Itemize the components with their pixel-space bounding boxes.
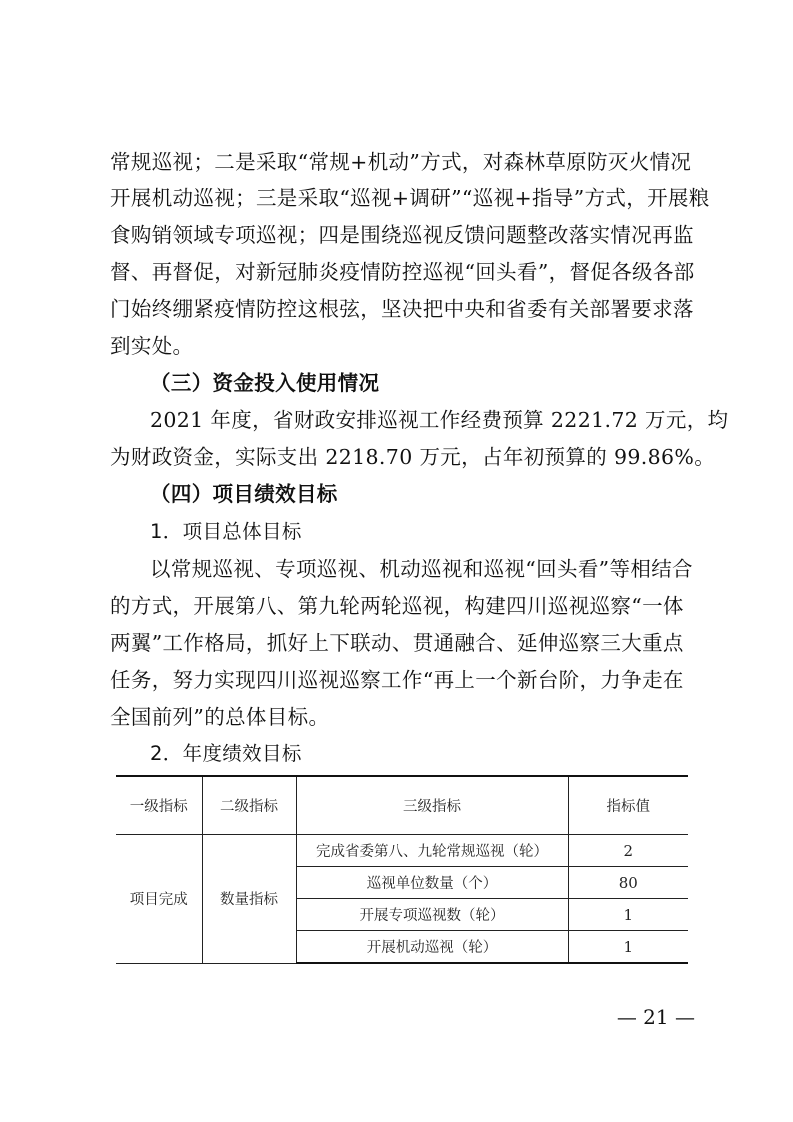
table-header-row [116,776,688,835]
paragraph-line: 全国前列”的总体目标。 [110,705,330,729]
header-level1: 一级指标 [116,776,202,835]
paragraph-line: 为财政资金，实际支出 2218.70 万元，占年初预算的 99.86%。 [110,445,716,469]
paragraph-line: 督、再督促，对新冠肺炎疫情防控巡视“回头看”，督促各级各部 [110,260,695,284]
indicator-cell: 开展专项巡视数（轮） [296,899,568,931]
header-level2: 二级指标 [202,776,296,835]
paragraph-line: 任务，努力实现四川巡视巡察工作“再上一个新台阶，力争走在 [110,668,684,692]
paragraph-line: 门始终绷紧疫情防控这根弦，坚决把中央和省委有关部署要求落 [110,297,694,321]
value-cell: 1 [568,931,688,964]
subheading-annual-goal: 2．年度绩效目标 [150,742,302,765]
section-heading-goals: （四）项目绩效目标 [150,482,338,506]
value-cell: 80 [568,867,688,899]
paragraph-line: 开展机动巡视；三是采取“巡视+调研”“巡视+指导”方式，开展粮 [110,186,710,210]
paragraph-line: 两翼”工作格局，抓好上下联动、贯通融合、延伸巡察三大重点 [110,631,684,655]
table-row [116,835,688,867]
indicator-cell: 巡视单位数量（个） [296,867,568,899]
value-cell: 2 [568,835,688,867]
indicator-cell: 开展机动巡视（轮） [296,931,568,964]
page-number: — 21 — [616,1005,695,1029]
header-value: 指标值 [568,776,688,835]
paragraph-line: 常规巡视；二是采取“常规+机动”方式，对森林草原防灭火情况 [110,150,692,174]
paragraph-line: 2021 年度，省财政安排巡视工作经费预算 2221.72 万元，均 [150,408,729,432]
indicator-cell: 完成省委第八、九轮常规巡视（轮） [296,835,568,867]
level1-cell: 项目完成 [116,835,202,964]
paragraph-line: 食购销领域专项巡视；四是围绕巡视反馈问题整改落实情况再监 [110,223,694,247]
section-heading-funds: （三）资金投入使用情况 [150,371,380,395]
subheading-overall-goal: 1．项目总体目标 [150,520,302,543]
value-cell: 1 [568,899,688,931]
paragraph-line: 到实处。 [110,334,194,358]
level2-cell: 数量指标 [202,835,296,964]
performance-table [116,775,688,964]
paragraph-line: 的方式，开展第八、第九轮两轮巡视，构建四川巡视巡察“一体 [110,594,684,618]
header-level3: 三级指标 [296,776,568,835]
paragraph-line: 以常规巡视、专项巡视、机动巡视和巡视“回头看”等相结合 [150,557,693,581]
